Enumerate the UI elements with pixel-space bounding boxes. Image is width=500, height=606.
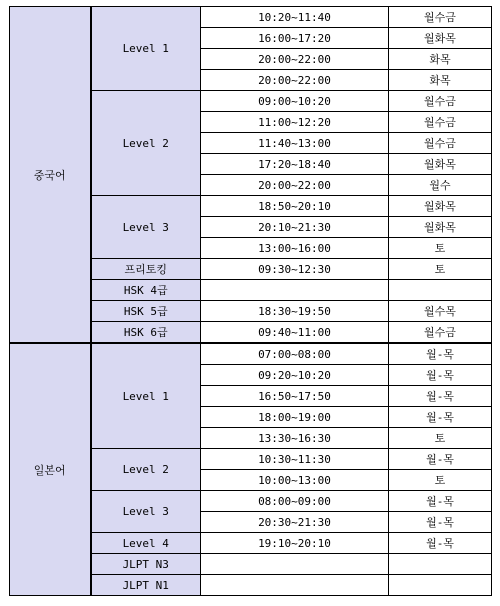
schedule-row — [10, 7, 492, 28]
days-cell: 화목 — [389, 49, 492, 70]
days-cell: 월-목 — [389, 449, 492, 470]
days-cell: 월수목 — [389, 301, 492, 322]
days-cell: 월화목 — [389, 28, 492, 49]
days-cell: 토 — [389, 259, 492, 280]
course-level-cell: Level 1 — [91, 7, 201, 91]
time-cell: 07:00~08:00 — [201, 343, 389, 365]
language-cell: 중국어 — [10, 7, 91, 344]
time-cell: 17:20~18:40 — [201, 154, 389, 175]
days-cell: 월-목 — [389, 407, 492, 428]
course-level-cell: HSK 4급 — [91, 280, 201, 301]
days-cell: 화목 — [389, 70, 492, 91]
time-cell: 09:40~11:00 — [201, 322, 389, 344]
time-cell — [201, 554, 389, 575]
time-cell: 20:00~22:00 — [201, 70, 389, 91]
days-cell: 토 — [389, 470, 492, 491]
days-cell — [389, 280, 492, 301]
days-cell: 월-목 — [389, 365, 492, 386]
days-cell: 월수금 — [389, 7, 492, 28]
time-cell: 16:50~17:50 — [201, 386, 389, 407]
time-cell: 10:20~11:40 — [201, 7, 389, 28]
time-cell: 10:30~11:30 — [201, 449, 389, 470]
days-cell: 월수금 — [389, 91, 492, 112]
time-cell — [201, 280, 389, 301]
course-level-cell: JLPT N3 — [91, 554, 201, 575]
schedule-table-body — [10, 7, 492, 596]
time-cell: 11:00~12:20 — [201, 112, 389, 133]
course-level-cell: Level 4 — [91, 533, 201, 554]
course-level-cell: Level 2 — [91, 449, 201, 491]
course-level-cell: HSK 5급 — [91, 301, 201, 322]
days-cell: 토 — [389, 428, 492, 449]
time-cell: 09:30~12:30 — [201, 259, 389, 280]
course-level-cell: JLPT N1 — [91, 575, 201, 596]
time-cell: 19:10~20:10 — [201, 533, 389, 554]
course-level-cell: Level 2 — [91, 91, 201, 196]
days-cell: 월화목 — [389, 196, 492, 217]
days-cell: 월수금 — [389, 133, 492, 154]
time-cell: 09:00~10:20 — [201, 91, 389, 112]
days-cell: 월-목 — [389, 512, 492, 533]
time-cell: 20:00~22:00 — [201, 49, 389, 70]
time-cell: 11:40~13:00 — [201, 133, 389, 154]
time-cell: 20:10~21:30 — [201, 217, 389, 238]
days-cell: 월-목 — [389, 386, 492, 407]
days-cell — [389, 554, 492, 575]
time-cell: 20:00~22:00 — [201, 175, 389, 196]
time-cell: 20:30~21:30 — [201, 512, 389, 533]
course-level-cell: HSK 6급 — [91, 322, 201, 344]
time-cell: 09:20~10:20 — [201, 365, 389, 386]
language-cell: 일본어 — [10, 343, 91, 596]
days-cell: 토 — [389, 238, 492, 259]
days-cell — [389, 575, 492, 596]
time-cell: 16:00~17:20 — [201, 28, 389, 49]
days-cell: 월-목 — [389, 533, 492, 554]
course-level-cell: Level 1 — [91, 343, 201, 449]
days-cell: 월수금 — [389, 322, 492, 344]
time-cell: 13:30~16:30 — [201, 428, 389, 449]
class-schedule-table — [9, 6, 492, 596]
time-cell: 18:00~19:00 — [201, 407, 389, 428]
time-cell: 18:50~20:10 — [201, 196, 389, 217]
course-level-cell: Level 3 — [91, 196, 201, 259]
days-cell: 월-목 — [389, 491, 492, 512]
days-cell: 월화목 — [389, 217, 492, 238]
course-level-cell: 프리토킹 — [91, 259, 201, 280]
days-cell: 월화목 — [389, 154, 492, 175]
days-cell: 월수금 — [389, 112, 492, 133]
time-cell: 18:30~19:50 — [201, 301, 389, 322]
time-cell: 10:00~13:00 — [201, 470, 389, 491]
schedule-row — [10, 343, 492, 365]
days-cell: 월수 — [389, 175, 492, 196]
days-cell: 월-목 — [389, 343, 492, 365]
time-cell — [201, 575, 389, 596]
time-cell: 13:00~16:00 — [201, 238, 389, 259]
course-level-cell: Level 3 — [91, 491, 201, 533]
time-cell: 08:00~09:00 — [201, 491, 389, 512]
